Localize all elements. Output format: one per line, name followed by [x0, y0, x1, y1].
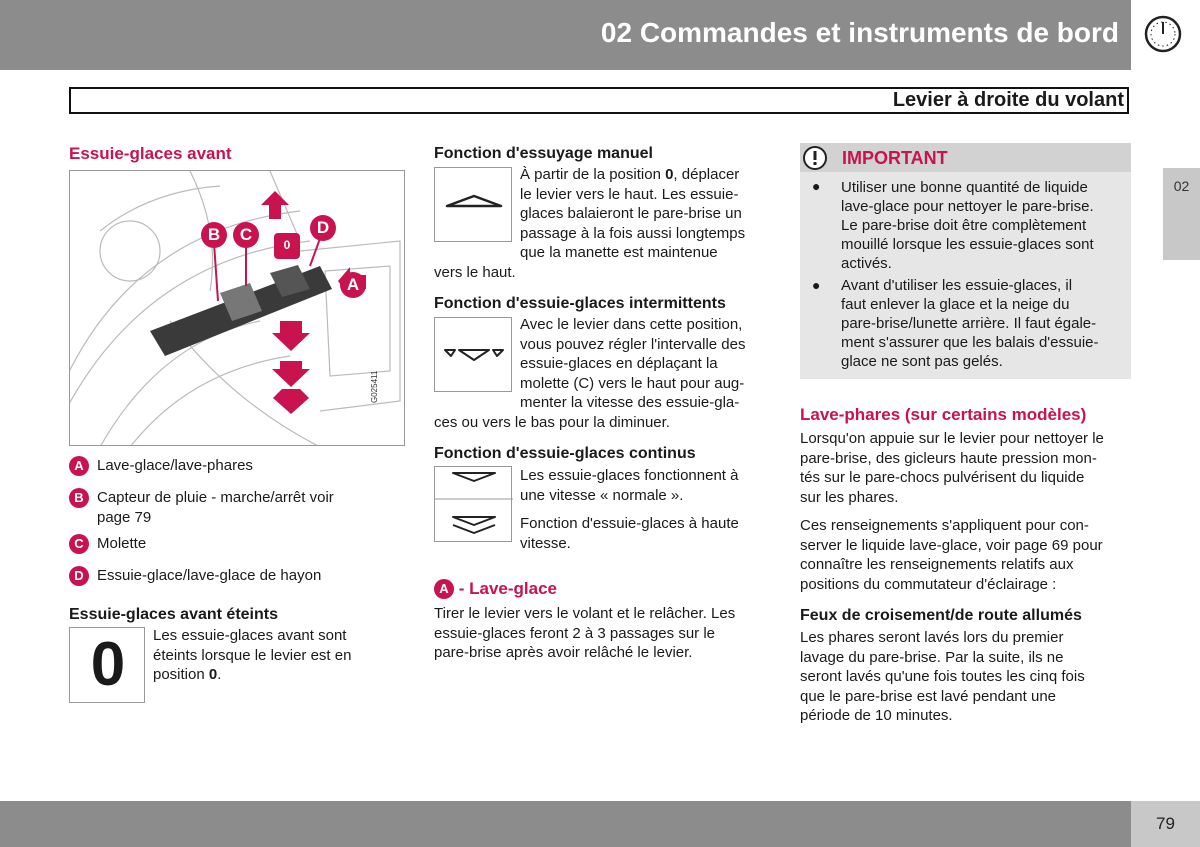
- callout-b: B: [201, 222, 227, 248]
- position-value: 0: [665, 166, 674, 183]
- headlamp-heading: Lave-phares (sur certains modèles): [800, 405, 1087, 424]
- wipers-off-symbol-box: [69, 627, 145, 703]
- manual-heading: Fonction d'essuyage manuel: [434, 145, 653, 162]
- legend-badge-b: B: [69, 488, 89, 508]
- headlamp-para-2: [800, 516, 1103, 594]
- text-line: lave-glace pour nettoyer le pare-brise.: [841, 198, 1094, 215]
- legend-item-c: [69, 534, 147, 554]
- continuous-high-text: [520, 514, 739, 553]
- section-title: Levier à droite du volant: [892, 89, 1124, 111]
- intermittent-wipe-icon: [435, 318, 513, 393]
- text-line: server le liquide lave-glace, voir page 69 pour: [800, 536, 1103, 554]
- bullet-dot: ●: [812, 277, 821, 293]
- intermittent-text: [520, 315, 745, 413]
- text-line: positions du commutateur d'éclairage :: [800, 575, 1057, 593]
- text-line: passage à la fois aussi longtemps: [520, 224, 746, 242]
- text-line: une vitesse « normale ».: [520, 486, 684, 504]
- text-line: Les essuie-glaces fonctionnent à: [520, 467, 739, 484]
- text-line: mouillé lorsque les essuie-glaces sont: [841, 236, 1094, 253]
- text-line: essuie-glaces en déplaçant la: [520, 355, 718, 372]
- position-value: 0: [208, 666, 218, 683]
- text-line: [520, 165, 745, 185]
- manual-symbol-box: [434, 167, 512, 242]
- wipers-off-text: [153, 626, 351, 685]
- text-line: Tirer le levier vers le volant et le relâcher. Les: [434, 605, 736, 622]
- gauge-icon: [1143, 14, 1183, 54]
- continuous-wipe-icon: [435, 467, 513, 543]
- text-line: faut enlever la glace et la neige du: [841, 296, 1070, 313]
- intermittent-heading: Fonction d'essuie-glaces intermittents: [434, 295, 726, 312]
- text-line: Ces renseignements s'appliquent pour con-: [800, 517, 1089, 534]
- text-span: position: [153, 666, 209, 683]
- text-line: Les phares seront lavés lors du premier: [800, 629, 1064, 646]
- position-zero-symbol: 0: [90, 630, 126, 699]
- legend-badge-c: C: [69, 534, 89, 554]
- text-line: ment s'assurer que les balais d'essuie-: [841, 334, 1099, 351]
- text-line: période de 10 minutes.: [800, 707, 953, 724]
- manual-last-line: vers le haut.: [434, 264, 516, 281]
- wipers-off-heading: Essuie-glaces avant éteints: [69, 606, 278, 623]
- manual-text: [520, 165, 745, 263]
- important-bullet-2: [841, 276, 1099, 371]
- beams-text: [800, 628, 1085, 726]
- wipe-up-icon: [435, 168, 513, 243]
- legend-text-a: Lave-glace/lave-phares: [97, 457, 253, 474]
- callout-a: A: [340, 272, 366, 298]
- text-line: le levier vers le haut. Les essuie-: [520, 185, 739, 203]
- washer-badge-a: A: [434, 579, 454, 599]
- text-line: Fonction d'essuie-glaces à haute: [520, 515, 739, 532]
- beams-heading: Feux de croisement/de route allumés: [800, 607, 1082, 624]
- chapter-tab-label: 02: [1173, 178, 1190, 194]
- text-line: Le pare-brise doit être complètement: [841, 217, 1087, 234]
- text-line: tés sur le pare-chocs pulvérisent du liquide: [800, 469, 1085, 486]
- footer-bar: [0, 801, 1131, 847]
- washer-heading-text: - Lave-glace: [454, 579, 557, 598]
- callout-d: D: [310, 215, 336, 241]
- important-title: IMPORTANT: [842, 148, 948, 168]
- text-line: Avant d'utiliser les essuie-glaces, il: [841, 277, 1073, 294]
- text-line: glaces balaieront le pare-brise un: [520, 205, 742, 222]
- wipers-heading: Essuie-glaces avant: [69, 144, 232, 163]
- legend-item-d: [69, 566, 322, 586]
- continuous-symbol-box: [434, 466, 512, 542]
- chapter-title: 02 Commandes et instruments de bord: [600, 17, 1119, 48]
- text-line: pare-brise/lunette arrière. Il faut égale-: [841, 315, 1097, 332]
- steering-lever-figure: [69, 170, 405, 446]
- text-line: Avec le levier dans cette position,: [520, 316, 743, 333]
- legend-text-d: Essuie-glace/lave-glace de hayon: [97, 567, 322, 584]
- legend-badge-d: D: [69, 566, 89, 586]
- text-line: seront lavés qu'une fois toutes les cinq fois: [800, 668, 1085, 685]
- intermittent-last-line: ces ou vers le bas pour la diminuer.: [434, 414, 670, 431]
- legend-text-c: Molette: [97, 535, 147, 552]
- important-bullet-1: [841, 178, 1094, 273]
- text-line: Les essuie-glaces avant sont: [153, 627, 347, 644]
- legend-item-b: [69, 488, 334, 526]
- text-line: [153, 665, 351, 685]
- lever-illustration: [70, 171, 405, 446]
- callout-c: C: [233, 222, 259, 248]
- text-line: lavage du pare-brise. Par la suite, ils ne: [800, 648, 1064, 666]
- text-line: pare-brise après avoir relâché le levier.: [434, 644, 693, 661]
- page-number: 79: [1156, 814, 1175, 833]
- text-span: .: [217, 666, 222, 683]
- text-line: que le pare-brise est lavé pendant une: [800, 687, 1057, 705]
- intermittent-symbol-box: [434, 317, 512, 392]
- text-line: glace ne sont pas gelés.: [841, 353, 1003, 370]
- legend-text-b-line1: Capteur de pluie - marche/arrêt voir: [97, 489, 334, 506]
- headlamp-para-1: [800, 429, 1104, 507]
- legend-item-a: [69, 456, 253, 476]
- text-line: éteints lorsque le levier est en: [153, 646, 352, 664]
- washer-text: [434, 604, 735, 663]
- text-line: connaître les renseignements relatifs aux: [800, 556, 1074, 573]
- position-zero-label: 0: [283, 238, 291, 252]
- legend-text-b-line2: page 79: [97, 508, 152, 526]
- text-span: , déplacer: [673, 166, 740, 183]
- figure-id: G025411: [370, 370, 379, 403]
- text-span: À partir de la position: [520, 166, 666, 183]
- legend-badge-a: A: [69, 456, 89, 476]
- continuous-heading: Fonction d'essuie-glaces continus: [434, 445, 696, 462]
- bullet-dot: ●: [812, 178, 821, 194]
- text-line: vous pouvez régler l'intervalle des: [520, 335, 746, 353]
- text-line: Lorsqu'on appuie sur le levier pour nettoyer le: [800, 430, 1104, 447]
- exclamation-icon: [802, 145, 828, 171]
- text-line: Utiliser une bonne quantité de liquide: [841, 179, 1088, 196]
- text-line: vitesse.: [520, 534, 571, 552]
- text-line: menter la vitesse des essuie-gla-: [520, 394, 740, 411]
- text-line: essuie-glaces feront 2 à 3 passages sur le: [434, 624, 715, 642]
- text-line: activés.: [841, 255, 892, 272]
- text-line: que la manette est maintenue: [520, 244, 718, 261]
- text-line: pare-brise, des gicleurs haute pression mon-: [800, 449, 1097, 467]
- continuous-normal-text: [520, 466, 738, 505]
- washer-heading: [434, 579, 557, 599]
- text-line: sur les phares.: [800, 488, 899, 506]
- text-line: molette (C) vers le haut pour aug-: [520, 374, 745, 392]
